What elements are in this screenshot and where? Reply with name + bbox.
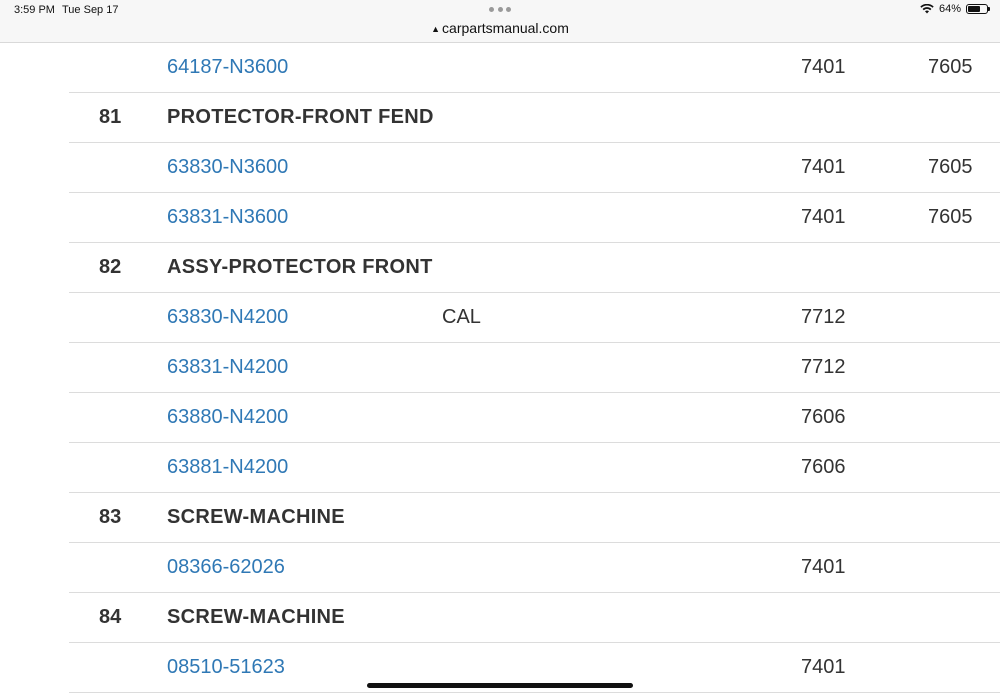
part-description: SCREW-MACHINE	[167, 606, 345, 628]
part-description: SCREW-MACHINE	[167, 506, 345, 528]
part-row	[69, 543, 1000, 593]
group-header-row	[69, 93, 1000, 143]
production-to: 7605	[928, 56, 973, 78]
part-number-link[interactable]: 63830-N3600	[167, 156, 289, 178]
part-note: CAL	[442, 306, 481, 328]
part-number-link[interactable]: 08366-62026	[167, 556, 285, 578]
battery-percent: 64%	[938, 3, 961, 15]
part-row	[69, 293, 1000, 343]
battery-icon	[966, 4, 988, 14]
url-text: carpartsmanual.com	[442, 20, 569, 36]
production-to: 7605	[928, 206, 973, 228]
production-from: 7712	[801, 356, 846, 378]
part-description: ASSY-PROTECTOR FRONT	[167, 256, 433, 278]
home-indicator[interactable]	[367, 683, 633, 688]
production-from: 7401	[801, 656, 846, 678]
address-bar[interactable]	[0, 20, 1000, 36]
part-row	[69, 443, 1000, 493]
production-from: 7401	[801, 56, 846, 78]
status-right	[920, 3, 988, 15]
item-number: 83	[99, 506, 122, 528]
production-from: 7606	[801, 406, 846, 428]
item-number: 84	[99, 606, 122, 628]
part-description: PROTECTOR-FRONT FEND	[167, 106, 434, 128]
group-header-row	[69, 243, 1000, 293]
item-number: 82	[99, 256, 122, 278]
item-number: 81	[99, 106, 122, 128]
part-number-link[interactable]: 63831-N3600	[167, 206, 289, 228]
group-header-row	[69, 593, 1000, 643]
production-from: 7401	[801, 556, 846, 578]
parts-table	[69, 43, 1000, 693]
lock-icon: ▲	[431, 24, 441, 34]
production-from: 7606	[801, 456, 846, 478]
status-date: Tue Sep 17	[62, 4, 119, 16]
part-number-link[interactable]: 63880-N4200	[167, 406, 289, 428]
part-row	[69, 43, 1000, 93]
production-from: 7712	[801, 306, 846, 328]
part-number-link[interactable]: 63831-N4200	[167, 356, 289, 378]
part-number-link[interactable]: 63881-N4200	[167, 456, 289, 478]
part-row	[69, 343, 1000, 393]
part-number-link[interactable]: 63830-N4200	[167, 306, 289, 328]
part-row	[69, 143, 1000, 193]
wifi-icon	[920, 4, 934, 14]
multitasking-dots-icon[interactable]	[489, 7, 511, 13]
browser-status-bar	[0, 0, 1000, 43]
part-row	[69, 193, 1000, 243]
part-row	[69, 393, 1000, 443]
group-header-row	[69, 493, 1000, 543]
production-to: 7605	[928, 156, 973, 178]
production-from: 7401	[801, 206, 846, 228]
status-time: 3:59 PM	[14, 4, 55, 16]
part-number-link[interactable]: 08510-51623	[167, 656, 285, 678]
production-from: 7401	[801, 156, 846, 178]
part-number-link[interactable]: 64187-N3600	[167, 56, 289, 78]
